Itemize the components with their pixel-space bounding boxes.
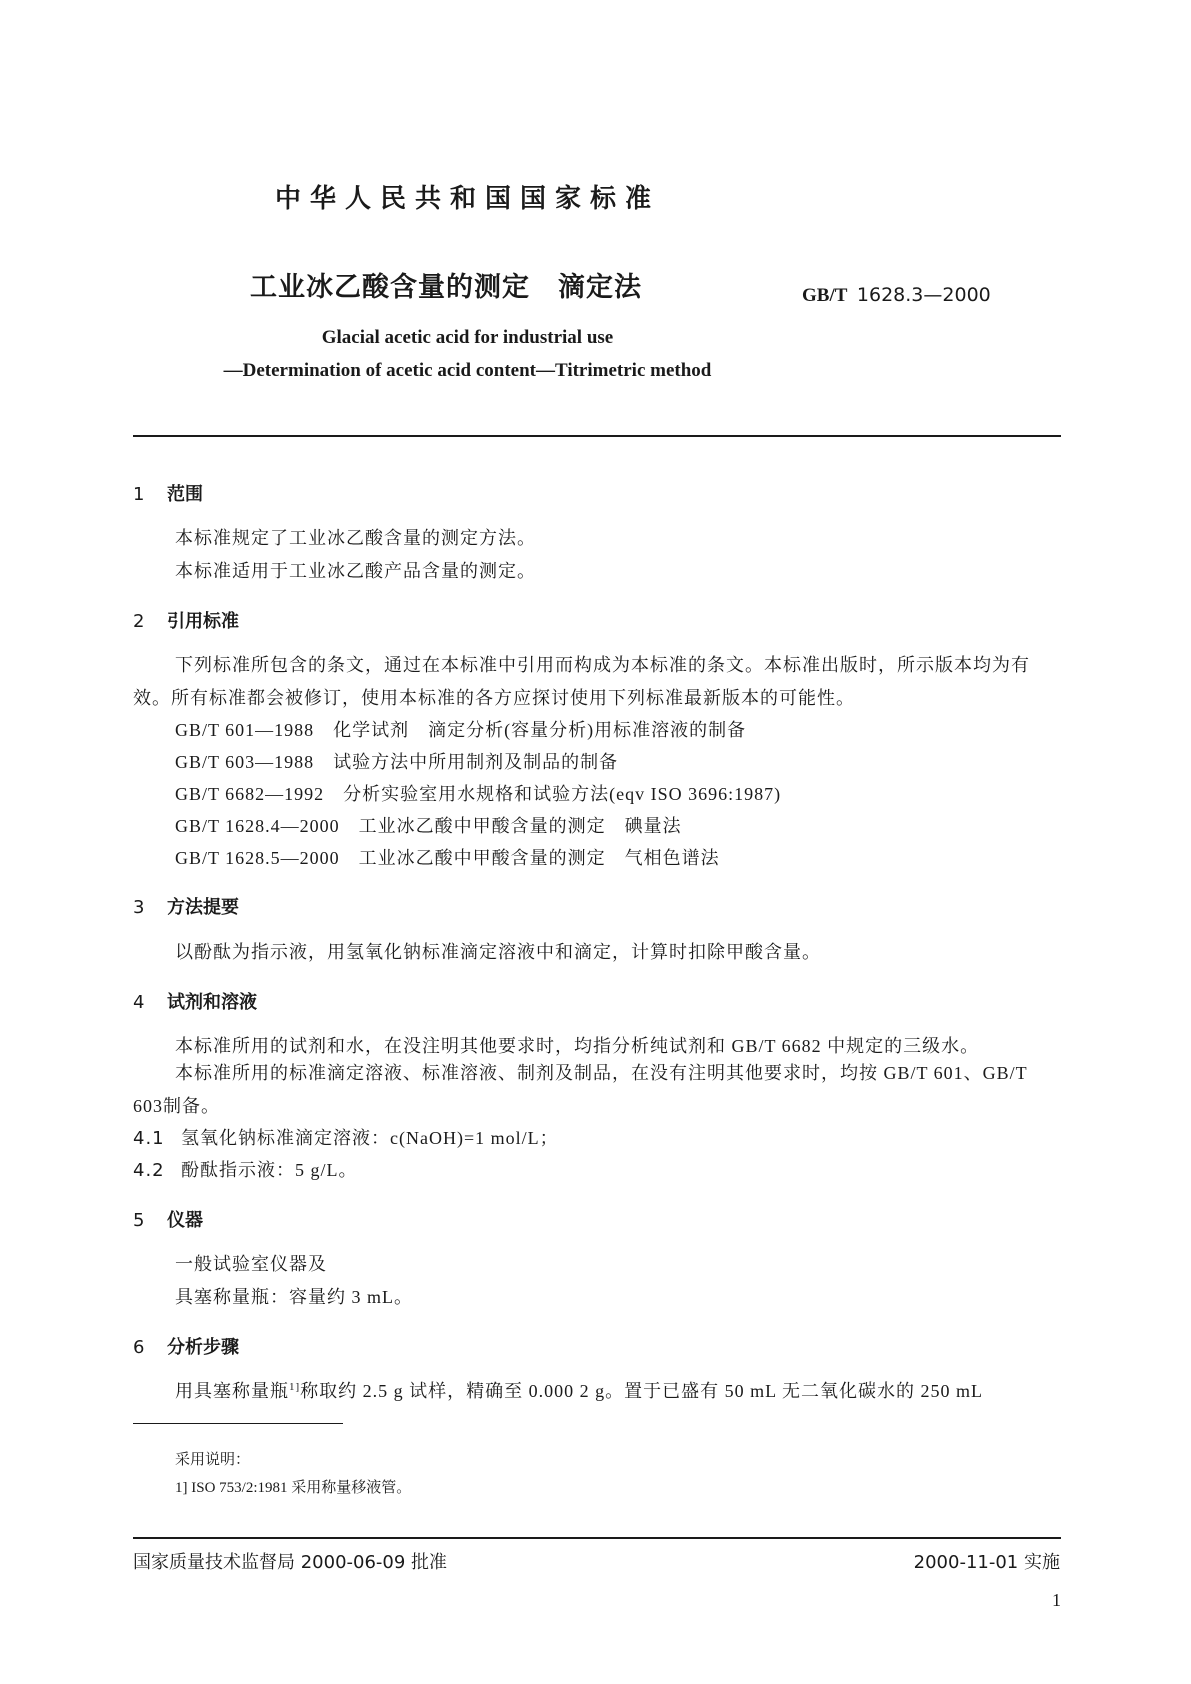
section-title: 仪器 — [167, 1210, 203, 1231]
paragraph-text-start: 用具塞称量瓶 — [175, 1381, 289, 1401]
section-number: 3 — [133, 897, 145, 918]
document-title-en-line2: —Determination of acetic acid content—Titrimetric method — [223, 360, 712, 381]
reference-item: GB/T 603—1988 试验方法中所用制剂及制品的制备 — [175, 752, 619, 772]
national-standard-heading: 中华人民共和国国家标准 — [274, 184, 660, 214]
section-number: 2 — [133, 611, 145, 632]
standard-code — [802, 284, 991, 307]
footer-divider — [133, 1537, 1061, 1539]
section-5-paragraph-1: 一般试验室仪器及 — [175, 1254, 327, 1274]
section-number: 5 — [133, 1210, 145, 1231]
standard-prefix: GB/T — [802, 285, 848, 306]
header-divider — [133, 435, 1061, 437]
reference-item: GB/T 1628.5—2000 工业冰乙酸中甲酸含量的测定 气相色谱法 — [175, 848, 720, 868]
section-2-intro: 下列标准所包含的条文，通过在本标准中引用而构成为本标准的条文。本标准出版时，所示版本均为有效。所有标准都会被修订，使用本标准的各方应探讨使用下列标准最新版本的可能性。 — [133, 655, 1030, 708]
section-2-heading — [133, 607, 239, 633]
section-4-paragraph-2: 本标准所用的标准滴定溶液、标准溶液、制剂及制品，在没有注明其他要求时，均按 GB/T 601、GB/T 603制备。 — [133, 1063, 1028, 1116]
section-title: 分析步骤 — [167, 1337, 239, 1358]
page-number: 1 — [1052, 1590, 1061, 1610]
approval-line: 国家质量技术监督局 2000-06-09 批准 — [133, 1552, 448, 1573]
section-title: 范围 — [167, 484, 203, 505]
item-text: 酚酞指示液：5 g/L。 — [181, 1160, 358, 1180]
section-5-paragraph-2: 具塞称量瓶：容量约 3 mL。 — [175, 1287, 413, 1307]
item-number: 4.1 — [133, 1128, 165, 1149]
document-title-cn: 工业冰乙酸含量的测定 滴定法 — [250, 272, 642, 303]
effective-date: 2000-11-01 实施 — [913, 1552, 1060, 1573]
section-title: 试剂和溶液 — [167, 992, 257, 1013]
section-5-heading — [133, 1206, 203, 1232]
section-number: 6 — [133, 1337, 145, 1358]
document-title-en-line1: Glacial acetic acid for industrial use — [321, 327, 614, 348]
section-title: 引用标准 — [167, 611, 239, 632]
item-number: 4.2 — [133, 1160, 165, 1181]
paragraph-text-end: 称取约 2.5 g 试样，精确至 0.000 2 g。置于已盛有 50 mL 无二氧化碳水的 250 mL — [300, 1381, 983, 1401]
standard-number: 1628.3—2000 — [856, 284, 991, 306]
footnote-label: 采用说明： — [175, 1452, 251, 1468]
footnote-marker: 1] — [289, 1381, 301, 1393]
section-4-heading — [133, 988, 257, 1014]
section-1-paragraph-1: 本标准规定了工业冰乙酸含量的测定方法。 — [175, 528, 536, 548]
reference-item: GB/T 1628.4—2000 工业冰乙酸中甲酸含量的测定 碘量法 — [175, 816, 682, 836]
section-1-paragraph-2: 本标准适用于工业冰乙酸产品含量的测定。 — [175, 561, 536, 581]
section-number: 4 — [133, 992, 145, 1013]
section-3-heading — [133, 893, 239, 919]
section-4-paragraph-1: 本标准所用的试剂和水，在没注明其他要求时，均指分析纯试剂和 GB/T 6682 中规定的三级水。 — [175, 1036, 980, 1056]
item-text: 氢氧化钠标准滴定溶液：c(NaOH)=1 mol/L； — [181, 1128, 559, 1148]
section-3-paragraph: 以酚酞为指示液，用氢氧化钠标准滴定溶液中和滴定，计算时扣除甲酸含量。 — [175, 942, 821, 962]
section-title: 方法提要 — [167, 897, 239, 918]
section-6-heading — [133, 1333, 239, 1359]
reference-item: GB/T 601—1988 化学试剂 滴定分析(容量分析)用标准溶液的制备 — [175, 720, 747, 740]
reference-item: GB/T 6682—1992 分析实验室用水规格和试验方法(eqv ISO 3696:1987) — [175, 784, 782, 804]
section-4-item-1 — [133, 1124, 559, 1150]
footnote-divider — [133, 1423, 343, 1424]
section-4-item-2 — [133, 1156, 358, 1182]
section-number: 1 — [133, 484, 145, 505]
footnote-note: 1] ISO 753/2:1981 采用称量移液管。 — [175, 1480, 412, 1496]
section-6-paragraph — [175, 1377, 983, 1403]
section-1-heading — [133, 480, 203, 506]
